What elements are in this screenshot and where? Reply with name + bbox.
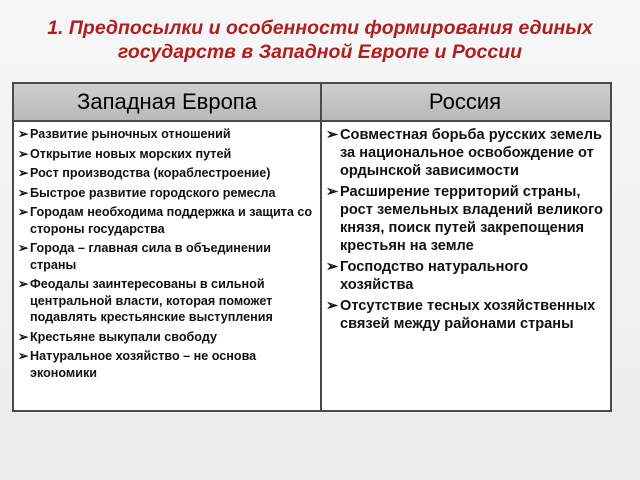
bullet-arrow-icon: ➢ [18,166,29,180]
header-russia: Россия [428,89,502,114]
bullet-arrow-icon: ➢ [18,277,29,291]
bullet-arrow-icon: ➢ [326,184,339,200]
list-item: ➢ Города – главная сила в объединении страны [18,241,271,272]
list-item: ➢ Натуральное хозяйство – не основа экономики [18,349,257,380]
list-item: ➢ Открытие новых морских путей [18,146,232,161]
western-europe-list [18,126,316,384]
bullet-arrow-icon: ➢ [326,259,339,275]
list-item: ➢ Рост производства (кораблестроение) [18,166,271,180]
bullet-arrow-icon: ➢ [18,185,29,200]
bullet-arrow-icon: ➢ [18,349,29,363]
list-item: ➢ Отсутствие тесных хозяйственных связей между районами страны [326,298,596,332]
table-header-row [14,84,610,122]
column-divider [320,84,322,410]
list-item: ➢ Городам необходима поддержка и защита со стороны государства [18,205,313,236]
bullet-arrow-icon: ➢ [18,205,29,219]
list-item: ➢ Совместная борьба русских земель за национальное освобождение от ордынской зависимости [326,127,603,179]
bullet-arrow-icon: ➢ [326,127,339,143]
list-item: ➢ Крестьяне выкупали свободу [18,329,217,344]
list-item: ➢ Развитие рыночных отношений [18,127,231,141]
bullet-arrow-icon: ➢ [18,329,29,344]
bullet-arrow-icon: ➢ [18,146,29,161]
comparison-table [12,82,612,412]
list-item: ➢ Феодалы заинтересованы в сильной центральной власти, которая поможет подавлять крестьянские выступления [18,277,273,324]
list-item: ➢ Быстрое развитие городского ремесла [18,185,276,200]
header-western-europe: Западная Европа [77,89,257,114]
bullet-arrow-icon: ➢ [326,298,339,314]
slide-title: 1. Предпосылки и особенности формирования единых государств в Западной Европе и России [47,17,593,63]
bullet-arrow-icon: ➢ [18,241,29,255]
list-item: ➢ Расширение территорий страны, рост земельных владений великого князя, поиск путей закрепощения крестьян на земле [326,184,603,254]
russia-list [326,126,604,336]
list-item: ➢ Господство натурального хозяйства [326,259,529,293]
bullet-arrow-icon: ➢ [18,127,29,141]
